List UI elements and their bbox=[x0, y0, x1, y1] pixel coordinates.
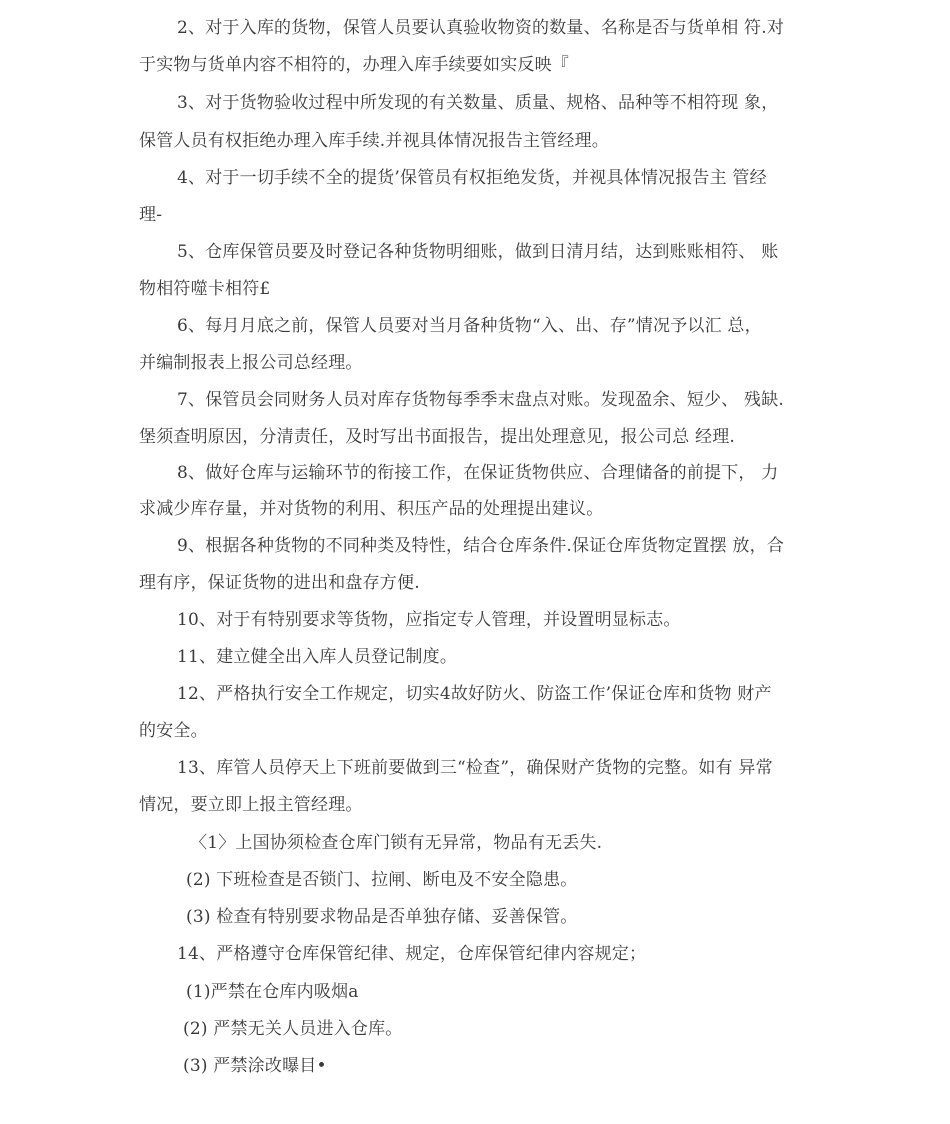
text-line: 物相符噬卡相符£ bbox=[139, 279, 271, 299]
text-line: (2) 下班检查是否锁门、拉闸、断电及不安全隐患。 bbox=[186, 870, 578, 890]
text-line: 3、对于货物验收过程中所发现的有关数量、质量、规格、品种等不相符现 象， bbox=[177, 93, 779, 113]
text-line: 5、仓库保管员要及时登记各种货物明细账，做到日清月结，达到账账相符、 账 bbox=[177, 242, 779, 262]
text-line: 4、对于一切手续不全的提货’保管员有权拒绝发货，并视具体情况报告主 管经 bbox=[177, 168, 767, 188]
text-line: 6、每月月底之前，保管人员要对当月备种货物“入、出、存”情况予以汇 总， bbox=[177, 316, 762, 336]
text-line: (3) 检查有特别要求物品是否单独存储、妥善保管。 bbox=[186, 907, 578, 927]
text-line: 〈1〉上国协须检查仓库门锁有无异常，物品有无丢失. bbox=[190, 833, 603, 853]
text-line: 堡须查明原因，分清责任，及时写出书面报告，提出处理意见，报公司总 经理. bbox=[139, 427, 736, 447]
text-line: 并编制报表上报公司总经理。 bbox=[139, 353, 363, 373]
text-line: 9、根据各种货物的不同种类及特性，结合仓库条件.保证仓库货物定置摆 放，合 bbox=[177, 536, 785, 556]
text-line: 10、对于有特别要求等货物，应指定专人管理，并设置明显标志。 bbox=[177, 610, 681, 630]
text-line: (2) 严禁无关人员进入仓库。 bbox=[183, 1019, 403, 1039]
text-line: 11、建立健全出入库人员登记制度。 bbox=[177, 647, 458, 667]
text-line: 理- bbox=[139, 205, 163, 225]
text-line: 7、保管员会同财务人员对库存货物每季季末盘点对账。发现盈余、短少、 残缺. bbox=[177, 390, 785, 410]
text-line: (3) 严禁涂改曝目• bbox=[183, 1056, 327, 1076]
text-line: 13、库管人员停天上下班前要做到三“检查”，确保财产货物的完整。如有 异常 bbox=[177, 758, 773, 778]
text-line: 2、对于入库的货物，保管人员要认真验收物资的数量、名称是否与货单相 符.对 bbox=[177, 18, 785, 38]
text-line: (1)严禁在仓库内吸烟a bbox=[186, 982, 359, 1002]
text-line: 于实物与货单内容不相符的，办理入库手续要如实反映『 bbox=[139, 55, 569, 75]
text-line: 14、严格遵守仓库保管纪律、规定，仓库保管纪律内容规定； bbox=[177, 944, 647, 964]
text-line: 理有序，保证货物的进出和盘存方便. bbox=[139, 573, 420, 593]
text-line: 求减少库存量，并对货物的利用、积压产品的处理提出建议。 bbox=[139, 499, 604, 519]
text-line: 12、严格执行安全工作规定，切实4故好防火、防盗工作’保证仓库和货物 财产 bbox=[177, 684, 772, 704]
text-line: 8、做好仓库与运输环节的衔接工作，在保证货物供应、合理储备的前提下， 力 bbox=[177, 463, 779, 483]
text-line: 保管人员有权拒绝办理入库手续.并视具体情况报告主管经理。 bbox=[139, 131, 610, 151]
text-line: 的安全。 bbox=[139, 721, 208, 741]
text-line: 情况，要立即上报主管经理。 bbox=[139, 795, 363, 815]
